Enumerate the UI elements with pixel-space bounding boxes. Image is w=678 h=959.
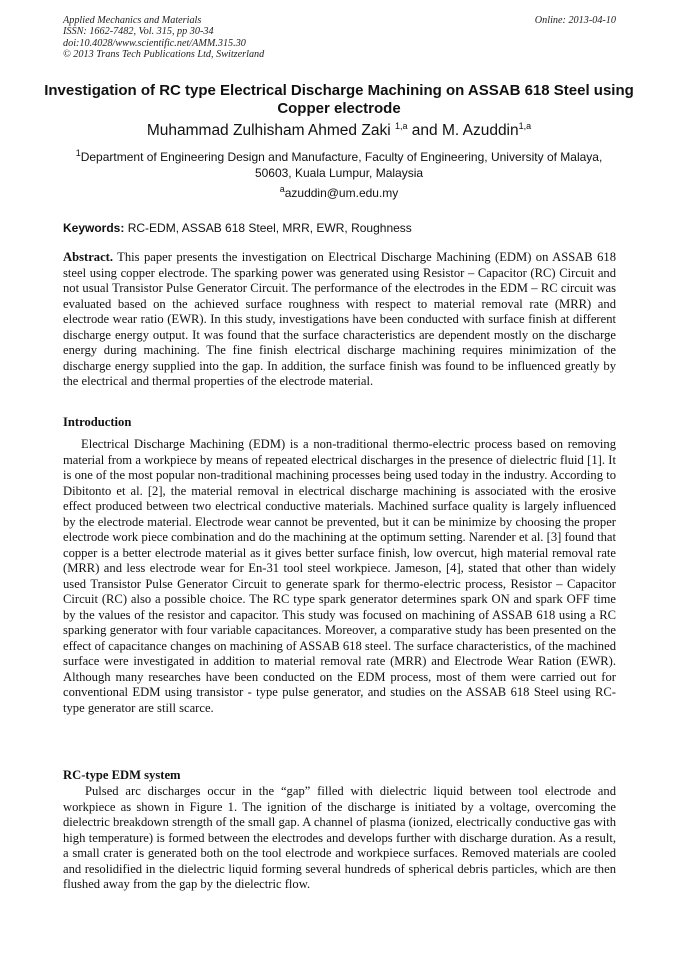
email-superscript: a bbox=[279, 184, 285, 194]
introduction-paragraph: Electrical Discharge Machining (EDM) is a non-traditional thermo-electric process based on removing material from a workpiece by means of repeated electrical discharges in the presence of dielectric fluid [1]. It is one of the most popular non-traditional machining processes being used today in the industry. According to Dibitonto et al. [2], the material removal in electrical discharge machining is associated with the erosive effect produced between two electrical conductive materials. Machined surface quality is largely influenced by the electrode material. Electrode wear cannot be prevented, but it can be minimize by choosing the proper electrode work piece combination and do the machining at the optimum setting. Narender et al. [3] found that copper is a better electrode material as it gives better surface finish, low overcut, high material removal rate (MRR) and less electrode wear for En-31 tool steel workpiece. Jameson, [4], stated that other than widely used Transistor Pulse Generator Circuit to generate spark for thermo-electric process, Resistor – Capacitor Circuit (RC) also a possible choice. The RC type spark generator determines spark ON and spark OFF time by the values of the resistor and capacitor. This study was focused on machining of ASSAB 618 using a RC sparking generator with four variable capacitances. Moreover, a comparative study has been presented on the effect of capacitance changes on machining of ASSAB 618 steel. The surface characteristics, of the machined surface were investigated in addition to material removal rate (MRR) and Electrode Wear Ration (EWR). Although many researches have been conducted on the EDM process, most of them were carried out for conventional EDM using transistor - type pulse generator, and studies on the ASSAB 618 Steel using RC-type generator are still scarce. bbox=[63, 437, 616, 715]
email-text: azuddin@um.edu.my bbox=[284, 186, 399, 200]
affiliation bbox=[62, 149, 616, 181]
keywords bbox=[63, 221, 616, 235]
journal-header bbox=[63, 15, 616, 60]
introduction-heading: Introduction bbox=[63, 415, 132, 429]
journal-doi: doi:10.4028/www.scientific.net/AMM.315.30 bbox=[63, 37, 246, 49]
journal-copyright: © 2013 Trans Tech Publications Ltd, Switzerland bbox=[63, 48, 265, 60]
author-email bbox=[62, 186, 616, 200]
rc-edm-paragraph: Pulsed arc discharges occur in the “gap” filled with dielectric liquid between tool electrode and workpiece as shown in Figure 1. The ignition of the discharge is initiated by a voltage, overcoming the dielectric breakdown strength of the small gap. A channel of plasma (ionized, electrically conductive gas with high temperature) is formed between the electrodes and develops further with discharge duration. As a result, a small crater is generated both on the tool electrode and workpiece surfaces. Removed materials are cooled and resolidified in the dielectric liquid forming several hundreds of spherical debris particles, which are then flushed away from the gap by the dielectric flow. bbox=[63, 784, 616, 891]
abstract-label: Abstract. bbox=[63, 250, 114, 264]
affiliation-text: Department of Engineering Design and Manufacture, Faculty of Engineering, University of Malaya, 50603, Kuala Lumpur, Malaysia bbox=[80, 150, 603, 180]
author-2: and M. Azuddin bbox=[407, 122, 519, 139]
abstract bbox=[63, 250, 616, 390]
author-1: Muhammad Zulhisham Ahmed Zaki bbox=[146, 122, 395, 139]
journal-issn: ISSN: 1662-7482, Vol. 315, pp 30-34 bbox=[63, 26, 214, 38]
affiliation-superscript: 1 bbox=[75, 148, 81, 158]
author-line bbox=[40, 122, 638, 140]
online-date: Online: 2013-04-10 bbox=[534, 15, 616, 26]
keywords-label: Keywords: bbox=[63, 221, 125, 235]
author-2-superscript: 1,a bbox=[518, 120, 532, 131]
rc-edm-heading: RC-type EDM system bbox=[63, 768, 181, 782]
keywords-text: RC-EDM, ASSAB 618 Steel, MRR, EWR, Roughness bbox=[124, 221, 412, 235]
author-1-superscript: 1,a bbox=[394, 120, 408, 131]
journal-name: Applied Mechanics and Materials bbox=[63, 15, 202, 26]
abstract-text: This paper presents the investigation on Electrical Discharge Machining (EDM) on ASSAB 618 steel using copper electrode. The sparking power was generated using Resistor – Capacitor (RC) Circuit and not usual Transistor Pulse Generator Circuit. The performance of the electrodes in the EDM – RC circuit was evaluated based on the achieved surface roughness with respect to material removal rate (MRR) and electrode wear ratio (EWR). In this study, investigations have been conducted with surface finish at different discharge energy output. It was found that the surface characteristics are dependent mostly on the discharge energy during machining. The fine finish electrical discharge machining requires minimization of the discharge energy supplied into the gap. In addition, the surface finish was found to be influenced greatly by the electrical and thermal properties of the electrode material. bbox=[63, 250, 616, 388]
paper-title: Investigation of RC type Electrical Discharge Machining on ASSAB 618 Steel using Copper electrode bbox=[44, 82, 634, 117]
